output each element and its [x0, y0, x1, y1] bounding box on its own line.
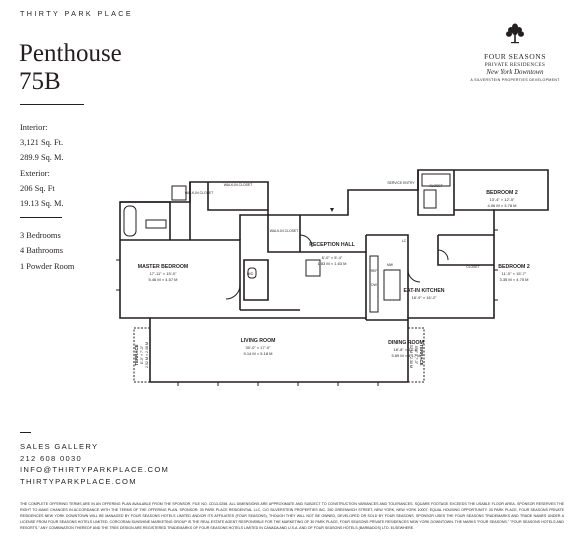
logo-line3: New York Downtown: [486, 69, 544, 76]
kitchen-imperial: 18'-9" × 16'-2": [411, 295, 437, 300]
bathroom-count: 4 Bathrooms: [20, 246, 64, 256]
bedroom2-right-metric: 3.35 M × 4.75 M: [499, 277, 529, 282]
master-bath-wall: [120, 182, 190, 240]
terrace-left-name: TERRACE: [134, 344, 139, 366]
kitchen-wall: [366, 235, 408, 318]
title-divider: [20, 104, 84, 105]
reception-hall-imperial: 6'-0" × 5'-4": [321, 255, 343, 260]
master-bedroom-metric: 5.46 M × 4.57 M: [148, 277, 178, 282]
kitchen-name: EAT-IN KITCHEN: [403, 288, 445, 294]
dw-label: DW: [371, 283, 377, 287]
exterior-label: Exterior:: [20, 168, 50, 178]
terrace-left-imperial: 8'-3" × 7'-3": [140, 345, 144, 365]
bedroom2-top-metric: 4.06 M × 3.78 M: [487, 203, 517, 208]
lc-label: LC: [401, 239, 407, 243]
walk-in-closet-wall: [208, 182, 300, 252]
terrace-right-metric: 2.52 M × 2.38 M: [409, 341, 413, 369]
brand-header: THIRTY PARK PLACE: [20, 9, 134, 18]
logo-line2: PRIVATE RESIDENCES: [484, 62, 546, 68]
sales-email[interactable]: INFO@THIRTYPARKPLACE.COM: [20, 465, 170, 475]
dining-room-metric: 5.69 M × 4.17 M: [391, 353, 421, 358]
dining-room-imperial: 18'-8" × 13'-8": [393, 347, 419, 352]
four-seasons-logo: [470, 23, 560, 82]
ref-label: REF: [370, 269, 378, 273]
logo-line4: A SILVERSTEIN PROPERTIES DEVELOPMENT: [470, 78, 560, 82]
reception-hall-name: RECEPTION HALL: [309, 242, 355, 248]
terrace-right-name: TERRACE: [419, 344, 424, 366]
interior-label: Interior:: [20, 123, 48, 132]
sales-phone[interactable]: 212 608 0030: [20, 453, 83, 463]
walk-in-closet-label-c: WALK-IN CLOSET: [269, 229, 299, 233]
master-bedroom-name: MASTER BEDROOM: [137, 264, 189, 270]
exterior-wall: [120, 170, 548, 382]
exterior-sqm: 19.13 Sq. M.: [20, 198, 64, 208]
service-shower: [424, 190, 436, 208]
unit-title: [19, 40, 122, 96]
unit-title-line2: 75B: [19, 68, 61, 95]
bedroom2-wall: [438, 210, 494, 265]
floor-plan: [108, 160, 550, 398]
walk-in-closet-label-b: WALK-IN CLOSET: [223, 183, 253, 187]
terrace-left-metric: 2.52 M × 2.38 M: [145, 341, 149, 369]
dining-room-name: DINING ROOM: [388, 340, 424, 346]
powder-room-count: 1 Powder Room: [20, 261, 75, 271]
interior-sqft: 3,121 Sq. Ft.: [20, 138, 64, 148]
bedroom2-right-imperial: 11'-0" × 15'-7": [501, 271, 527, 276]
specs-divider: [20, 217, 62, 218]
core-wall: [240, 215, 366, 320]
kitchen-island: [384, 270, 400, 300]
terrace-right-imperial: 8'-3" × 7'-3": [414, 345, 418, 365]
master-bedroom-imperial: 17'-11" × 15'-0": [149, 271, 177, 276]
legal-disclaimer: THE COMPLETE OFFERING TERMS ARE IN AN OFFERING PLAN AVAILABLE FROM THE SPONSOR. FILE NO. CD13-0258. ALL DIMENSIONS ARE APPROXIMATE AND SUBJECT TO CONSTRUCTION VARIANCES AND TOLERANCES. SQUARE FOOTAGE EXCEEDS THE USABLE FLOOR AREA. SPONSOR RESERVES THE RIGHT TO MAKE CHANGES IN ACCORDANCE WITH THE TERMS OF THE OFFERING PLAN. SPONSOR: 30 PARK PLACE RESIDENTIAL LLC, C/O SILVERSTEIN PROPERTIES INC. 250 GREENWICH STREET, NEW YORK, NEW YORK 10007. EQUAL HOUSING OPPORTUNITY. 30 PARK PLACE, FOUR SEASONS PRIVATE RESIDENCES NEW YORK DOWNTOWN WILL BE MANAGED BY FOUR SEASONS HOTELS LIMITED AND/OR ITS AFFILIATES (FOUR SEASONS), THOUGH THEY WILL NOT BE OWNED, DEVELOPED OR SOLD BY FOUR SEASONS. SPONSOR USES THE FOUR SEASONS TRADEMARKS AND TRADE NAMES UNDER A LICENSE FROM FOUR SEASONS HOTELS LIMITED. CORCORAN SUNSHINE MARKETING GROUP IS THE REAL ESTATE AGENT RESPONSIBLE FOR THE MARKETING OF 30 PARK PLACE, FOUR SEASONS PRIVATE RESIDENCES NEW YORK DOWNTOWN. THE MARKS "FOUR SEASONS," "FOUR SEASONS HOTELS AND RESORTS," ANY COMBINATION THEREOF AND THE TREE DESIGN ARE REGISTERED TRADEMARKS OF FOUR SEASONS HOTELS LIMITED IN CANADA AND U.S.A. AND OF FOUR SEASONS HOTELS (BARBADOS) LTD. ELSEWHERE.: [20, 502, 564, 530]
sales-gallery: [20, 432, 169, 487]
powder-wall: [244, 260, 268, 300]
wd-label: W/D: [246, 272, 254, 276]
logo-line1: FOUR SEASONS: [484, 52, 546, 61]
bathtub: [124, 206, 136, 236]
tree-emblem-icon: [505, 23, 525, 45]
mw-label: MW: [386, 263, 394, 267]
bedroom2-top-name: BEDROOM 2: [486, 190, 518, 196]
living-room-imperial: 30'-0" × 17'-0": [245, 345, 271, 350]
living-dining-divider: [150, 318, 408, 320]
reception-hall-metric: 1.83 M × 1.63 M: [317, 261, 347, 266]
exterior-sqft: 206 Sq. Ft: [20, 183, 55, 193]
entry-door-marker: [330, 208, 334, 212]
window-mullions: [116, 230, 498, 386]
closet-top-label: CLOSET: [429, 184, 443, 188]
bedroom2-right-name: BEDROOM 2: [498, 264, 530, 270]
living-room-name: LIVING ROOM: [240, 338, 276, 344]
interior-sqm: 289.9 Sq. M.: [20, 153, 64, 163]
unit-title-line1: Penthouse: [19, 40, 122, 67]
living-room-metric: 9.14 M × 5.18 M: [243, 351, 273, 356]
vanity-sink: [146, 220, 166, 228]
unit-specs: [20, 120, 74, 274]
master-bedroom-wall: [120, 240, 240, 310]
bedroom2-top-imperial: 13'-4" × 12'-5": [489, 197, 515, 202]
bedroom-count: 3 Bedrooms: [20, 231, 61, 241]
sales-label: SALES GALLERY: [20, 442, 99, 451]
sales-website[interactable]: THIRTYPARKPLACE.COM: [20, 476, 137, 486]
closet-right-label: CLOSET: [466, 265, 480, 269]
service-entry-label: SERVICE ENTRY: [387, 181, 415, 185]
sales-divider: [20, 432, 31, 433]
walk-in-closet-label-a: WALK-IN CLOSET: [184, 191, 214, 195]
